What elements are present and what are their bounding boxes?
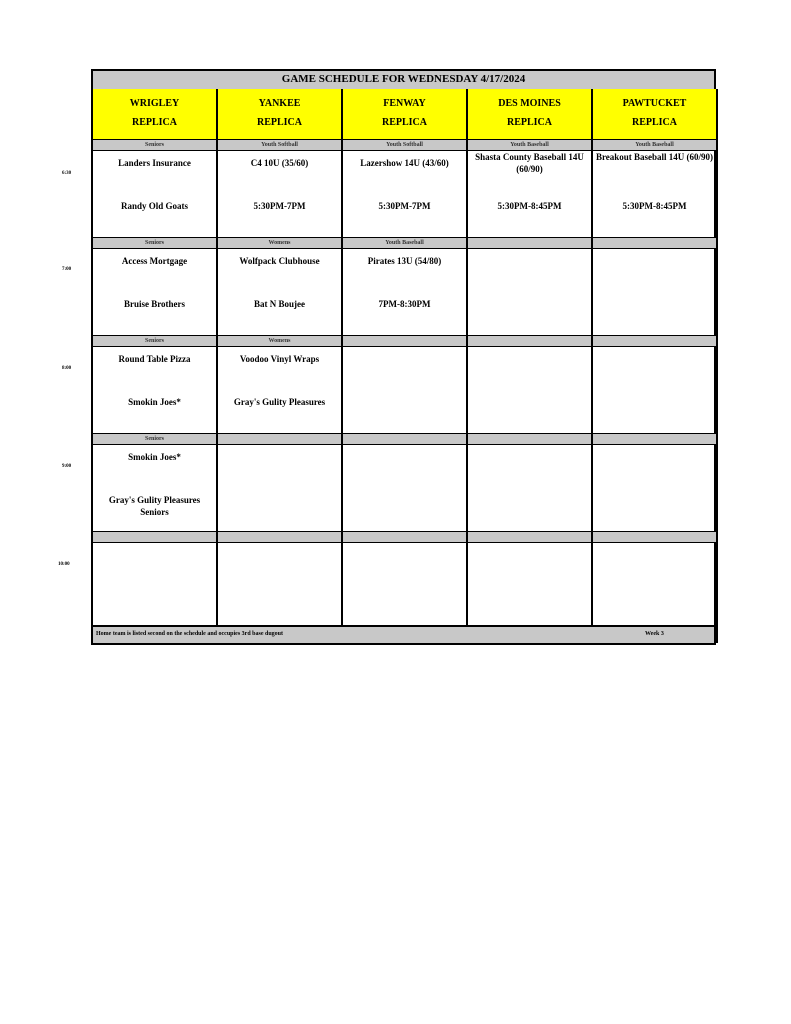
field-subtitle: REPLICA [381,117,427,128]
field-header [468,89,591,140]
division-band [468,433,591,445]
team-away: Lazershow 14U (43/60) [360,158,449,168]
division-band [468,531,591,543]
time-label: 9:00 [62,464,72,469]
team-away: Voodoo Vinyl Wraps [239,354,320,364]
division-band: Youth Softball [343,139,466,151]
field-name: FENWAY [383,98,426,109]
schedule-title: GAME SCHEDULE FOR WEDNESDAY 4/17/2024 [93,71,714,90]
division-band: Youth Softball [218,139,341,151]
schedule-footer [93,625,714,643]
division-band: Youth Baseball [593,139,716,151]
division-band: Youth Baseball [343,237,466,249]
field-subtitle: REPLICA [131,117,177,128]
division-band [343,433,466,445]
team-home: 5:30PM-8:45PM [622,201,687,211]
team-away: Breakout Baseball 14U (60/90) [595,152,714,162]
field-name: DES MOINES [498,98,561,109]
division-band [593,237,716,249]
division-band: Womens [218,237,341,249]
week-label: Week 3 [645,631,664,637]
field-name: PAWTUCKET [622,98,687,109]
division-band [593,433,716,445]
team-home: Gray's Gulity Pleasures Seniors [108,495,201,517]
division-band: Seniors [93,433,216,445]
team-away: Smokin Joes* [128,452,181,462]
team-home: Bat N Boujee [254,299,305,309]
time-label: 7:00 [62,267,72,272]
field-column-fenway [343,89,468,643]
team-home: Gray's Gulity Pleasures [233,397,326,407]
field-subtitle: REPLICA [256,117,302,128]
team-away: Shasta County Baseball 14U (60/90) [475,152,584,174]
division-band: Youth Baseball [468,139,591,151]
division-band [218,531,341,543]
field-header [343,89,466,140]
field-header [93,89,216,140]
division-band [593,335,716,347]
team-home: 7PM-8:30PM [378,299,431,309]
field-header [593,89,716,140]
division-band [468,335,591,347]
time-label: 8:00 [62,366,72,371]
team-home: 5:30PM-7PM [253,201,306,211]
division-band [593,531,716,543]
division-band [343,335,466,347]
field-name: WRIGLEY [129,98,180,109]
team-home: 5:30PM-8:45PM [497,201,562,211]
team-home: 5:30PM-7PM [378,201,431,211]
field-subtitle: REPLICA [506,117,552,128]
team-home: Smokin Joes* [128,397,181,407]
division-band: Seniors [93,237,216,249]
team-home: Bruise Brothers [123,299,186,309]
field-header [218,89,341,140]
team-away: Pirates 13U (54/80) [367,256,442,266]
division-band: Womens [218,335,341,347]
division-band [343,531,466,543]
field-column-yankee [218,89,343,643]
field-column-wrigley [93,89,218,643]
team-home: Randy Old Goats [120,201,189,211]
team-away: Access Mortgage [121,256,188,266]
division-band: Seniors [93,139,216,151]
team-away: Wolfpack Clubhouse [239,256,320,266]
field-column-pawtucket [593,89,718,643]
team-away: C4 10U (35/60) [250,158,309,168]
division-band [468,237,591,249]
team-away: Round Table Pizza [118,354,191,364]
schedule-sheet [91,69,716,645]
team-away: Landers Insurance [118,158,191,168]
division-band [93,531,216,543]
field-column-des-moines [468,89,593,643]
home-team-note: Home team is listed second on the schedule and occupies 3rd base dugout [96,631,284,637]
time-label: 10:00 [58,562,70,567]
field-subtitle: REPLICA [631,117,677,128]
time-label: 6:30 [62,171,72,176]
division-band: Seniors [93,335,216,347]
field-name: YANKEE [258,98,301,109]
division-band [218,433,341,445]
